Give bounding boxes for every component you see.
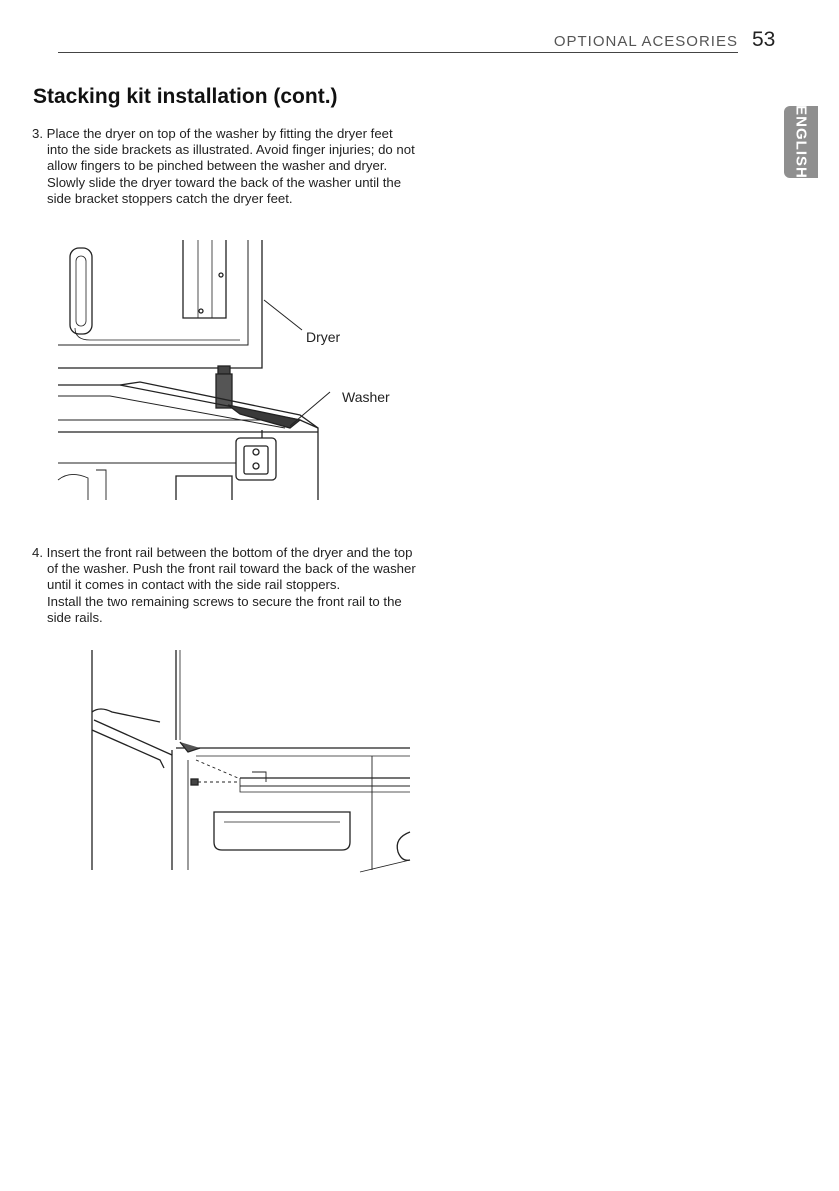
label-dryer: Dryer xyxy=(306,329,341,345)
step-4-paragraph-2: Install the two remaining screws to secure the front rail to the side rails. xyxy=(47,593,402,625)
header-section-title: OPTIONAL ACESORIES xyxy=(553,33,738,50)
step-3-paragraph-2: Slowly slide the dryer toward the back of the washer until the side bracket stoppers catch the dryer feet. xyxy=(47,174,402,206)
step-4-paragraph-1: 4. Insert the front rail between the bottom of the dryer and the top of the washer. Push the front rail toward the back of the washer until it comes in contact with the side rail stoppers. xyxy=(32,545,416,593)
figure-dryer-on-washer xyxy=(58,240,330,500)
figure-front-rail xyxy=(92,650,410,872)
step-3-paragraph-1: 3. Place the dryer on top of the washer by fitting the dryer feet into the side brackets as illustrated. Avoid finger injuries; do not allow fingers to be pinched between the washer and dryer. xyxy=(32,126,415,174)
label-washer: Washer xyxy=(342,389,390,405)
language-tab-label: ENGLISH xyxy=(792,105,810,179)
page-number: 53 xyxy=(752,28,776,51)
page-title: Stacking kit installation (cont.) xyxy=(33,85,338,108)
